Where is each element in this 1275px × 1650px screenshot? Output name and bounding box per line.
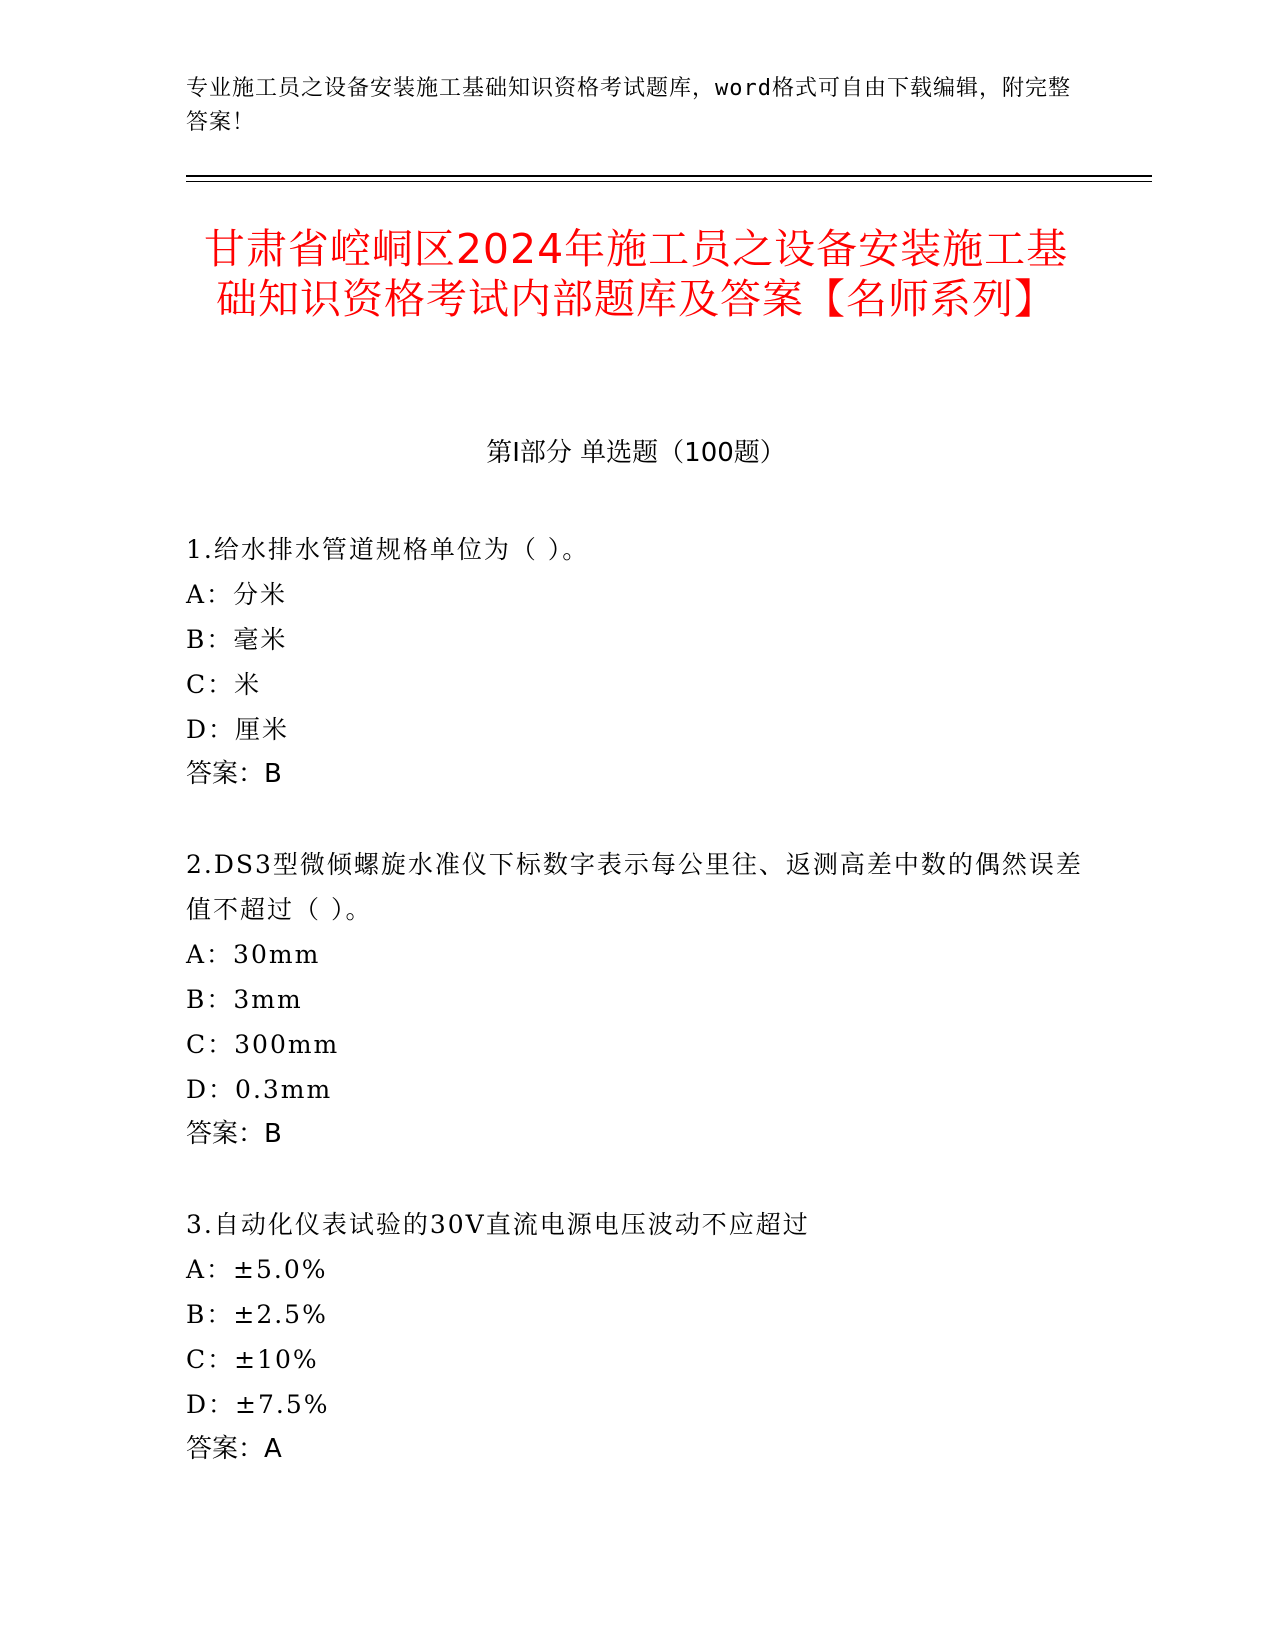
option-d: D：±7.5% [186,1390,330,1419]
question-stem: 3.自动化仪表试验的30V直流电源电压波动不应超过 [186,1210,810,1239]
option-c: C：米 [186,670,262,699]
answer: 答案：B [186,759,282,789]
question-stem: 2.DS3型微倾螺旋水准仪下标数字表示每公里往、返测高差中数的偶然误差值不超过（ ）。 [186,850,1083,924]
option-b: B：3mm [186,985,303,1014]
header-divider-thin [186,181,1152,182]
header-divider-thick [186,175,1152,177]
option-a: A：±5.0% [186,1255,328,1284]
option-c: C：±10% [186,1345,319,1374]
question-2 [186,842,1086,1157]
question-list [186,527,1086,1517]
option-a: A：分米 [186,580,288,609]
option-c: C：300mm [186,1030,340,1059]
section-title: 第Ⅰ部分 单选题（100题） [486,438,786,468]
option-b: B：±2.5% [186,1300,328,1329]
option-b: B：毫米 [186,625,288,654]
option-d: D：0.3mm [186,1075,333,1104]
question-stem: 1.给水排水管道规格单位为（ ）。 [186,535,590,564]
question-3 [186,1202,1086,1472]
header-note: 专业施工员之设备安装施工基础知识资格考试题库，word格式可自由下载编辑，附完整答案！ [186,76,1071,135]
option-a: A：30mm [186,940,321,969]
question-1 [186,527,1086,797]
answer: 答案：B [186,1119,282,1149]
option-d: D：厘米 [186,715,290,744]
answer: 答案：A [186,1434,282,1464]
document-title: 甘肃省崆峒区2024年施工员之设备安装施工基础知识资格考试内部题库及答案【名师系列】 [203,225,1069,323]
